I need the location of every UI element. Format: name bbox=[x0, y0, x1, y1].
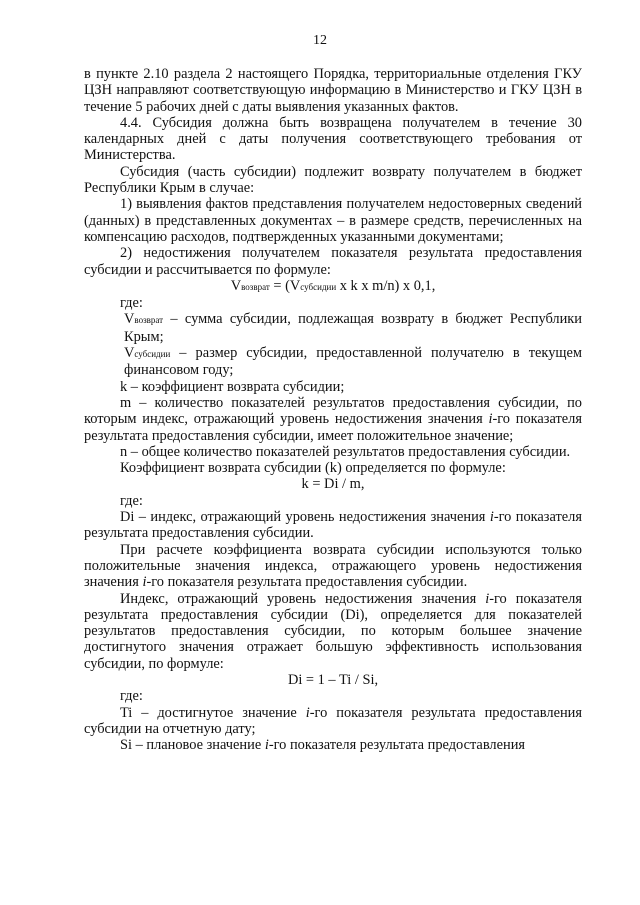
definition-v-subsidy: Vсубсидии – размер субсидии, предоставленной получателю в текущем финансовом году; bbox=[124, 345, 582, 379]
paragraph-coefficient: Коэффициент возврата субсидии (k) определяется по формуле: bbox=[120, 460, 506, 477]
formula-refund: Vвозврат = (Vсубсидии x k x m/n) x 0,1, bbox=[230, 277, 436, 294]
definition-v-refund: Vвозврат – сумма субсидии, подлежащая возврату в бюджет Республики Крым; bbox=[124, 311, 582, 345]
paragraph-index: Индекс, отражающий уровень недостижения значения i-го показателя результата предоставления субсидии (Di), определяется для показателей результатов предоставления субсидии, по которым большее значение достигнутого значения отражает большую эффективность использования субсидии, по формуле: bbox=[84, 590, 582, 672]
definition-ti: Ti – достигнутое значение i-го показателя результата предоставления субсидии на отчетную дату; bbox=[84, 704, 582, 737]
definition-m: m – количество показателей результатов предоставления субсидии, по которым индекс, отражающий уровень недостижения значения i-го показателя результата предоставления субсидии, имеет положительное значение; bbox=[84, 394, 582, 444]
definition-si: Si – плановое значение i-го показателя результата предоставления bbox=[120, 737, 526, 754]
page-number: 12 bbox=[313, 33, 327, 48]
paragraph-1: в пункте 2.10 раздела 2 настоящего Порядка, территориальные отделения ГКУ ЦЗН направляют соответствующую информацию в Министерство и ГКУ ЦЗН в течение 5 рабочих дней с даты выявления указанных фактов. bbox=[84, 66, 582, 115]
formula-coefficient: k = Di / m, bbox=[301, 476, 365, 493]
document-body bbox=[84, 66, 582, 753]
definition-n: n – общее количество показателей результатов предоставления субсидии. bbox=[120, 443, 571, 460]
paragraph-positive-values: При расчете коэффициента возврата субсидии используются только положительные значения индекса, отражающего уровень недостижения значения i-го показателя результата предоставления субсидии. bbox=[84, 541, 582, 591]
definition-di: Di – индекс, отражающий уровень недостижения значения i-го показателя результата предоставления субсидии. bbox=[84, 509, 582, 542]
formula-index: Di = 1 – Ti / Si, bbox=[287, 671, 379, 688]
paragraph-refund-cases: Субсидия (часть субсидии) подлежит возврату получателем в бюджет Республики Крым в случае: bbox=[84, 163, 582, 197]
where-label-3: где: bbox=[120, 688, 143, 705]
list-item-2: 2) недостижения получателем показателя результата предоставления субсидии и рассчитывается по формуле: bbox=[84, 245, 582, 278]
paragraph-4-4: 4.4. Субсидия должна быть возвращена получателем в течение 30 календарных дней с даты получения соответствующего требования от Министерства. bbox=[84, 114, 582, 164]
list-item-1: 1) выявления фактов представления получателем недостоверных сведений (данных) в представленных документах – в размере средств, перечисленных на компенсацию расходов, подтвержденных указанными документами; bbox=[84, 196, 582, 245]
where-label-2: где: bbox=[120, 492, 143, 509]
where-label-1: где: bbox=[120, 295, 143, 312]
definition-k: k – коэффициент возврата субсидии; bbox=[120, 378, 345, 395]
